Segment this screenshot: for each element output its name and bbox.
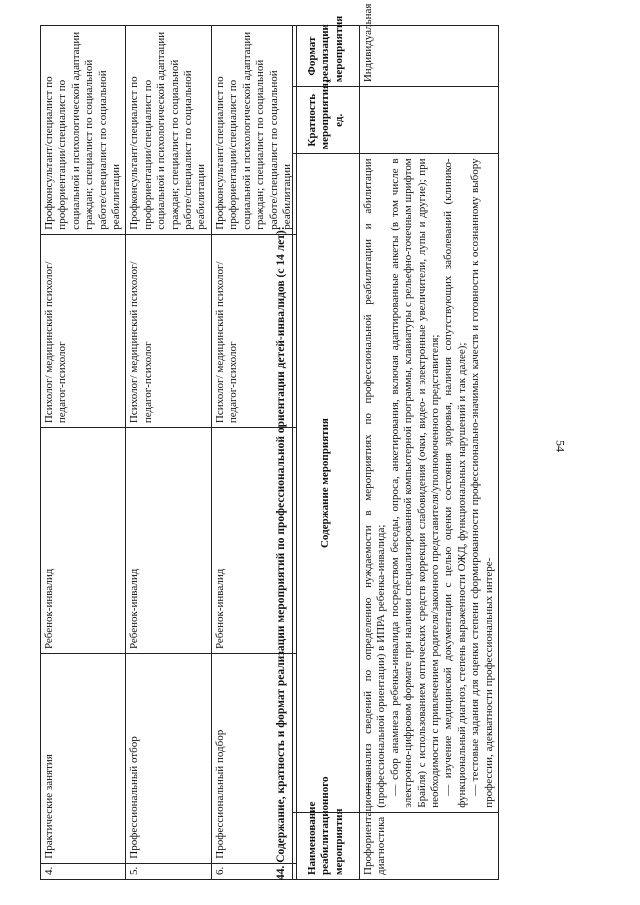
row-number: 6. [211,863,296,879]
measure-format: Индивидуальная [360,26,499,87]
activity-name: Профессиональный отбор [126,654,211,864]
table-row [126,26,211,880]
specialists-cell-2: Профконсультант/специалист по профориентации/специалист по социальной и психологической адаптации граждан; специалист по социальной работе/специалист по социальной реабилитации [41,26,126,235]
activity-name: Практические занятия [41,654,126,864]
rotated-page-content [40,3,600,880]
content-bullet: — тестовые задания для оценки степени сформированности профессионально-значимых качеств и готовности к осознанному выбору профессии, адекватности профессиональных интере- [469,158,495,808]
specialists-cell-2: Профконсультант/специалист по профориентации/специалист по социальной и психологической адаптации граждан; специалист по социальной работе/специалист по социальной реабилитации [211,26,296,235]
measure-content [360,154,499,812]
row-number: 5. [126,863,211,879]
page-number: 54 [553,440,568,452]
table-header-row [293,26,360,880]
measure-name: Профориентационная диагностика [360,812,499,879]
specialists-cell: Психолог/ медицинский психолог/ педагог-психолог [41,234,126,427]
header-frequency: Кратность мероприятия, ед. [293,87,360,154]
table-row [41,26,126,880]
row-number: 4. [41,863,126,879]
header-format: Формат реализации мероприятия [293,26,360,87]
career-guidance-table [292,3,499,880]
content-bullet: — сбор анамнеза ребенка-инвалида посредством беседы, опроса, анкетирования, включая адаптированные анкеты (в том числе в электронно-цифровом формате при наличии специализированной компьютерной программы, клавиатуры с рельефно-точечным шрифтом Брайля) с использованием оптических средств коррекции слабовидения (очки, видео- и электронные увеличители, лупы и другие); при необходимости с привлечением родителя/законного представителя/уполномоченного представителя; [388,158,442,808]
specialists-cell: Психолог/ медицинский психолог/ педагог-психолог [126,234,211,427]
specialists-cell: Психолог/ медицинский психолог/ педагог-психолог [211,234,296,427]
header-content: Содержание мероприятия [293,154,360,812]
activity-name: Профессиональный подбор [211,654,296,864]
header-name: Наименование реабилитационного мероприятия [293,812,360,879]
section-title: 44. Содержание, кратность и формат реализации мероприятий по профессиональной ориентации детей-инвалидов (с 14 лет): [275,226,287,880]
content-bullet: — изучение медицинской документации с целью оценки состояния здоровья, наличия сопутствующих заболеваний (клинико-функциональный диагноз, степень выраженности ОЖД, функциональных нарушений и так далее); [442,158,468,808]
measure-frequency [360,87,499,154]
recipient-category: Ребенок-инвалид [41,428,126,654]
table-row [360,26,499,880]
content-bullet: — анализ сведений по определению нуждаемости в мероприятиях по профессиональной реабилитации и абилитации (профессиональной ориентации) в ИПРА ребенка-инвалида; [362,158,388,808]
recipient-category: Ребенок-инвалид [211,428,296,654]
specialists-table [40,25,297,880]
specialists-cell-2: Профконсультант/специалист по профориентации/специалист по социальной и психологической адаптации граждан; специалист по социальной работе/специалист по социальной реабилитации [126,26,211,235]
recipient-category: Ребенок-инвалид [126,428,211,654]
